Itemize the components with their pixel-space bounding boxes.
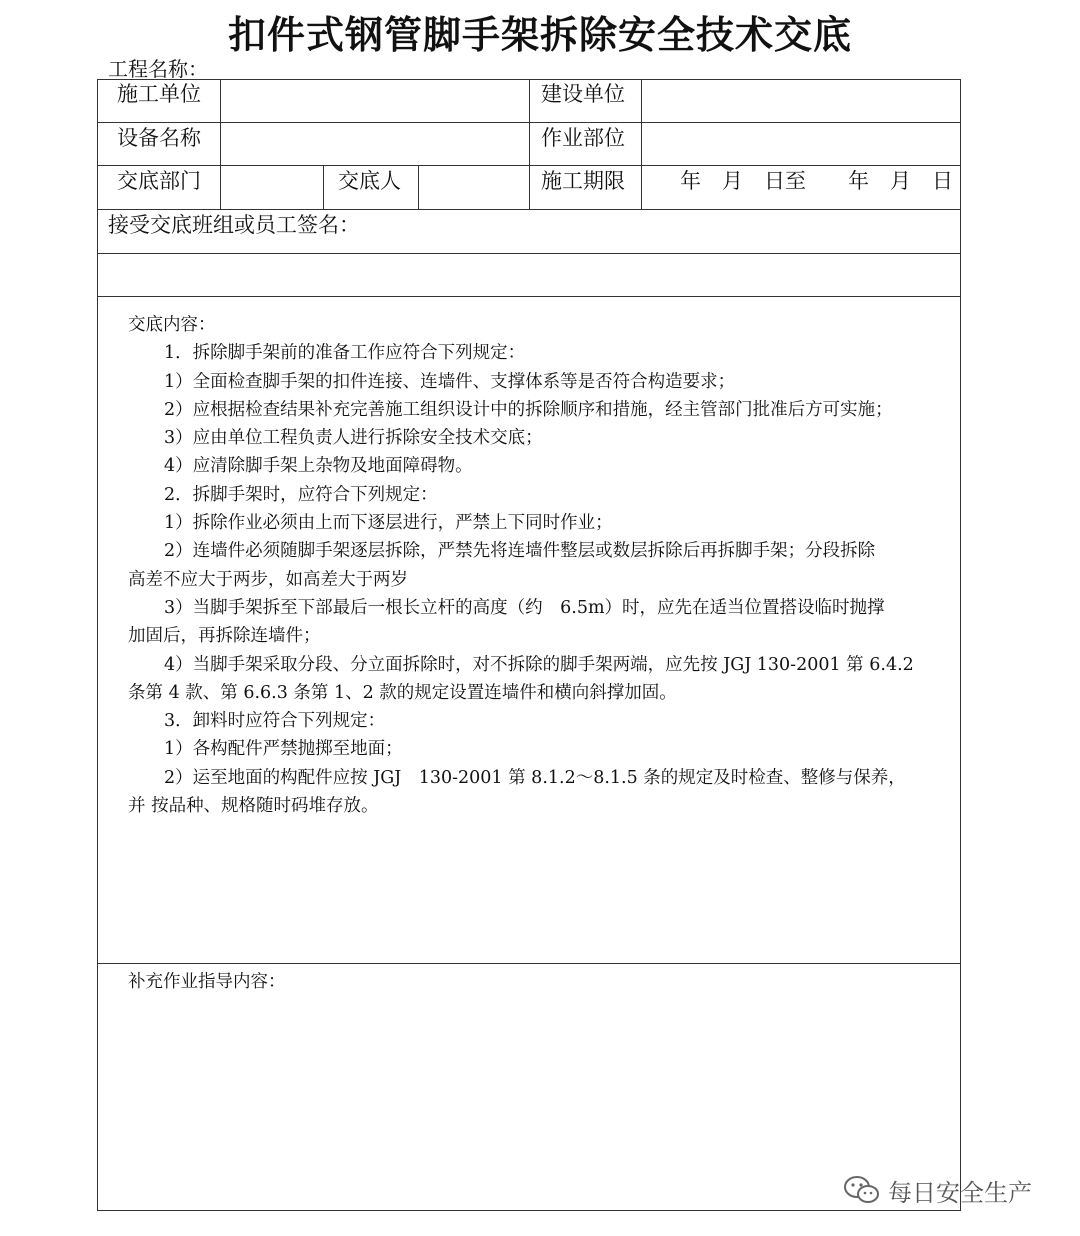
document-title: 扣件式钢管脚手架拆除安全技术交底 (227, 13, 852, 57)
content-line: 1）拆除作业必须由上而下逐层进行，严禁上下同时作业； (164, 513, 613, 534)
content-line: 3．卸料时应符合下列规定： (164, 711, 386, 732)
supplement-label: 补充作业指导内容： (128, 972, 286, 992)
content-line: 4）应清除脚手架上杂物及地面障碍物。 (164, 456, 473, 477)
briefer-label: 交底人 (338, 169, 401, 193)
construction-unit-label: 施工单位 (117, 82, 201, 106)
watermark (842, 1172, 1032, 1208)
row-divider (97, 963, 961, 964)
content-line: 加固后，再拆除连墙件； (128, 626, 321, 647)
row-divider (97, 253, 961, 254)
content-line: 1）各构配件严禁抛掷至地面； (164, 739, 403, 760)
row-divider (97, 209, 961, 210)
col-divider (323, 165, 324, 209)
signature-label: 接受交底班组或员工签名： (108, 213, 360, 237)
col-divider (641, 79, 642, 209)
content-line: 高差不应大于两步，如高差大于两岁 (128, 569, 408, 590)
wechat-icon (842, 1174, 882, 1206)
work-part-label: 作业部位 (541, 126, 625, 150)
content-line: 条第 4 款、第 6.6.3 条第 1、2 款的规定设置连墙件和横向斜撑加固。 (128, 682, 677, 703)
briefing-content (128, 311, 948, 820)
briefing-dept-label: 交底部门 (117, 169, 201, 193)
content-line: 1．拆除脚手架前的准备工作应符合下列规定： (164, 343, 526, 364)
content-line: 2）连墙件必须随脚手架逐层拆除，严禁先将连墙件整层或数层拆除后再拆脚手架；分段拆除 (164, 541, 876, 562)
period-label: 施工期限 (541, 169, 625, 193)
col-divider (418, 165, 419, 209)
content-line: 3）当脚手架拆至下部最后一根长立杆的高度（约 6.5m）时，应先在适当位置搭设临时抛撑 (164, 597, 885, 618)
content-line: 2）运至地面的构配件应按 JGJ 130-2001 第 8.1.2～8.1.5 条的规定及时检查、整修与保养， (164, 767, 906, 788)
content-line: 1）全面检查脚手架的扣件连接、连墙件、支撑体系等是否符合构造要求； (164, 371, 736, 392)
content-line: 4）当脚手架采取分段、分立面拆除时，对不拆除的脚手架两端，应先按 JGJ 130-2001 第 6.4.2 (164, 654, 914, 675)
content-line: 2）应根据检查结果补充完善施工组织设计中的拆除顺序和措施，经主管部门批准后方可实施； (164, 399, 893, 420)
watermark-text: 每日安全生产 (888, 1178, 1032, 1207)
content-line: 2．拆脚手架时，应符合下列规定： (164, 484, 438, 505)
project-name-label: 工程名称： (108, 57, 208, 81)
equipment-name-label: 设备名称 (117, 126, 201, 150)
period-value: 年 月 日至 年 月 日 (680, 169, 953, 193)
col-divider (220, 79, 221, 209)
content-heading: 交底内容： (128, 315, 216, 335)
content-line: 3）应由单位工程负责人进行拆除安全技术交底； (164, 428, 543, 449)
col-divider (529, 79, 530, 209)
content-line: 并 按品种、规格随时码堆存放。 (128, 796, 379, 817)
row-divider (97, 296, 961, 297)
builder-unit-label: 建设单位 (541, 82, 625, 106)
